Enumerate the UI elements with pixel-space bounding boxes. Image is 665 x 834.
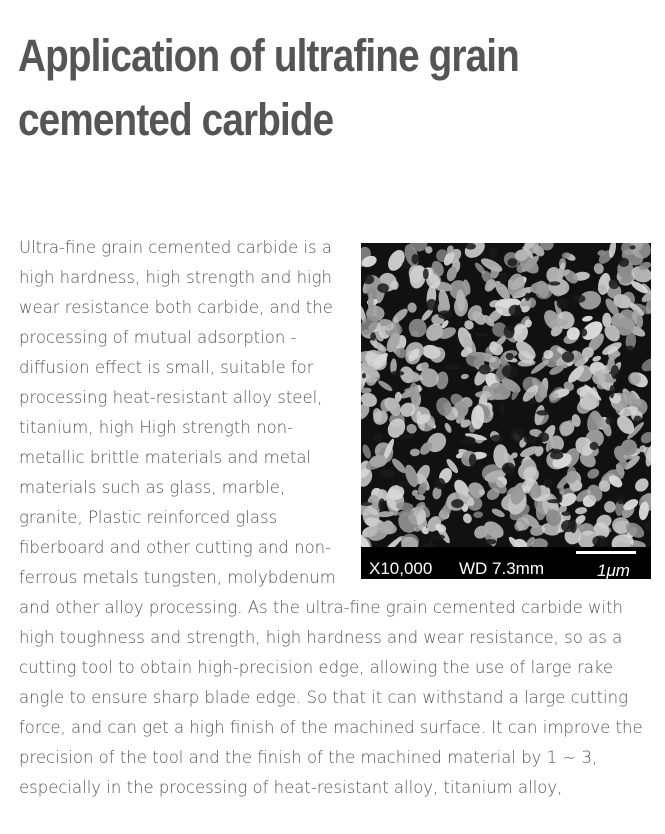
working-distance-label: WD 7.3mm xyxy=(459,559,544,578)
magnification-label: X10,000 xyxy=(369,559,433,578)
article-body xyxy=(19,233,651,803)
page-title xyxy=(18,24,551,152)
sem-micrograph-image xyxy=(361,243,651,547)
sem-micrograph-figure xyxy=(361,243,651,579)
article-paragraph: Ultra-fine grain cemented carbide is a high hardness, high strength and high wear resistance both carbide, and the processing of mutual adsorption - diffusion effect is small, suitable for processing heat-resistant alloy steel, titanium, high High strength non-metallic brittle materials and metal materials such as glass, marble, granite, Plastic reinforced glass fiberboard and other cutting and non-ferrous metals tungsten, molybdenum and other alloy processing. As the ultra-fine grain cemented carbide with high toughness and strength, high hardness and wear resistance, so as a cutting tool to obtain high-precision edge, allowing the use of large rake angle to ensure sharp blade edge. So that it can withstand a large cutting force, and can get a high finish of the machined surface. It can improve the precision of the tool and the finish of the machined material by 1 ~ 3, especially in the processing of heat-resistant alloy, titanium alloy, xyxy=(19,238,643,797)
scale-bar xyxy=(576,551,636,554)
sem-info-bar xyxy=(361,547,651,579)
page-title-line-2: cemented carbide xyxy=(18,94,334,145)
page-title-line-1: Application of ultrafine grain xyxy=(18,30,519,81)
scale-bar-label: 1μm xyxy=(597,561,630,579)
